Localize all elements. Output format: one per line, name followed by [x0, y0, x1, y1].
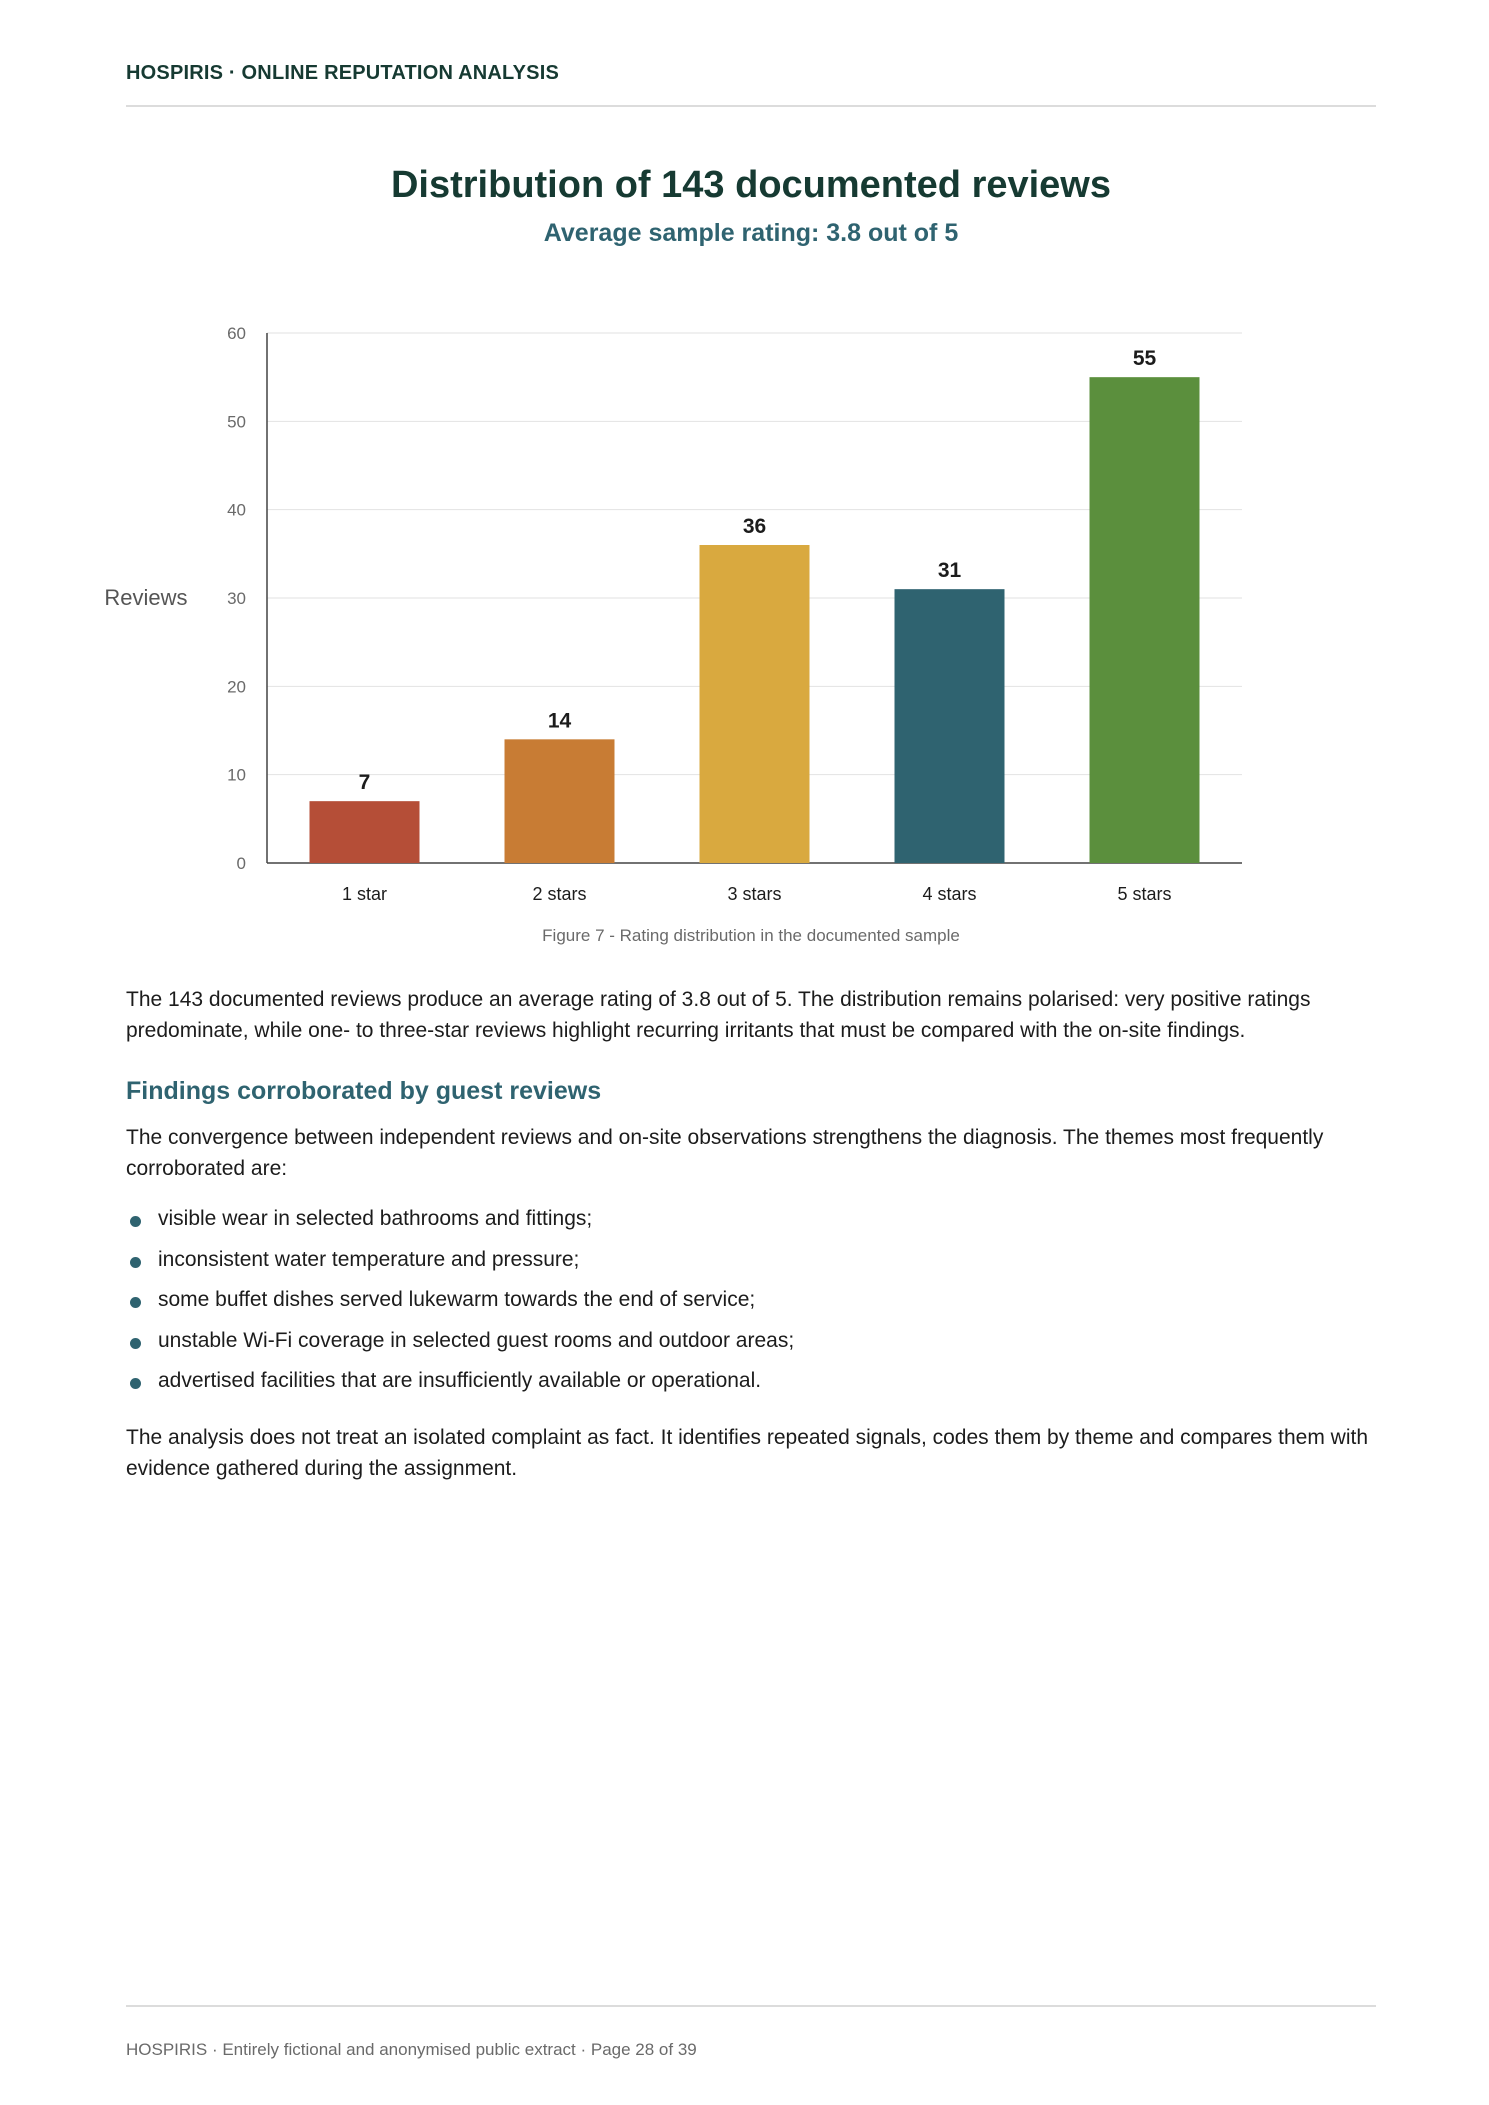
y-tick-label: 30 [227, 589, 246, 608]
list-item [126, 1284, 1376, 1325]
chart-title: Distribution of 143 documented reviews [390, 164, 1112, 206]
list-item [126, 1244, 1376, 1285]
bullet-icon [130, 1297, 141, 1308]
y-tick-label: 10 [227, 765, 246, 785]
list-item-text: inconsistent water temperature and pressure; [158, 1247, 580, 1271]
running-header: HOSPIRIS · ONLINE REPUTATION ANALYSIS [126, 62, 559, 84]
page-footer: HOSPIRIS · Entirely fictional and anonymised public extract · Page 28 of 39 [126, 2040, 697, 2059]
bullet-icon [130, 1338, 141, 1349]
footer-divider [126, 2005, 1376, 2007]
x-tick-label: 1 star [341, 884, 388, 904]
x-tick-label: 2 stars [532, 884, 587, 904]
body-paragraph-3: The analysis does not treat an isolated complaint as fact. It identifies repeated signals, codes them by theme and compares them with evidence gathered during the assignment. [126, 1426, 1369, 1480]
section-heading: Findings corroborated by guest reviews [126, 1077, 602, 1105]
x-tick-label: 5 stars [1117, 884, 1172, 904]
findings-list [126, 1203, 1376, 1406]
y-tick-label: 0 [236, 854, 246, 873]
chart-subtitle: Average sample rating: 3.8 out of 5 [543, 219, 959, 247]
list-item [126, 1203, 1376, 1244]
bar-value-label: 14 [547, 709, 572, 733]
header-divider [126, 105, 1376, 107]
bullet-icon [130, 1257, 141, 1268]
figure-caption: Figure 7 - Rating distribution in the documented sample [542, 926, 960, 945]
bar [310, 801, 420, 863]
bar-value-label: 31 [937, 559, 962, 583]
bar [700, 545, 810, 863]
bar-value-label: 55 [1132, 347, 1157, 371]
y-tick-label: 50 [227, 412, 246, 432]
list-item-text: some buffet dishes served lukewarm towards the end of service; [158, 1288, 756, 1311]
y-tick-label: 60 [227, 324, 246, 343]
list-item-text: advertised facilities that are insufficiently available or operational. [158, 1369, 762, 1392]
y-tick-label: 40 [227, 500, 246, 520]
list-item-text: unstable Wi-Fi coverage in selected guest rooms and outdoor areas; [158, 1328, 795, 1352]
list-item [126, 1365, 1376, 1406]
list-item-text: visible wear in selected bathrooms and fittings; [158, 1207, 593, 1230]
bullet-icon [130, 1216, 141, 1227]
bar [895, 589, 1005, 863]
list-item [126, 1325, 1376, 1366]
rating-distribution-chart [0, 300, 1489, 920]
bullet-icon [130, 1378, 141, 1389]
y-tick-label: 20 [227, 677, 246, 697]
x-tick-label: 4 stars [922, 884, 977, 904]
x-tick-label: 3 stars [727, 884, 782, 904]
bar-value-label: 7 [358, 771, 371, 795]
bar [505, 739, 615, 863]
y-axis-label: Reviews [104, 585, 188, 610]
body-paragraph-2: The convergence between independent reviews and on-site observations strengthens the diagnosis. The themes most frequently corroborated are: [126, 1126, 1324, 1180]
body-paragraph-1: The 143 documented reviews produce an average rating of 3.8 out of 5. The distribution remains polarised: very positive ratings predominate, while one- to three-star reviews highlight recurring irritants that must be compared with the on-site findings. [126, 988, 1311, 1042]
bar [1090, 377, 1200, 863]
bar-value-label: 36 [742, 515, 767, 538]
